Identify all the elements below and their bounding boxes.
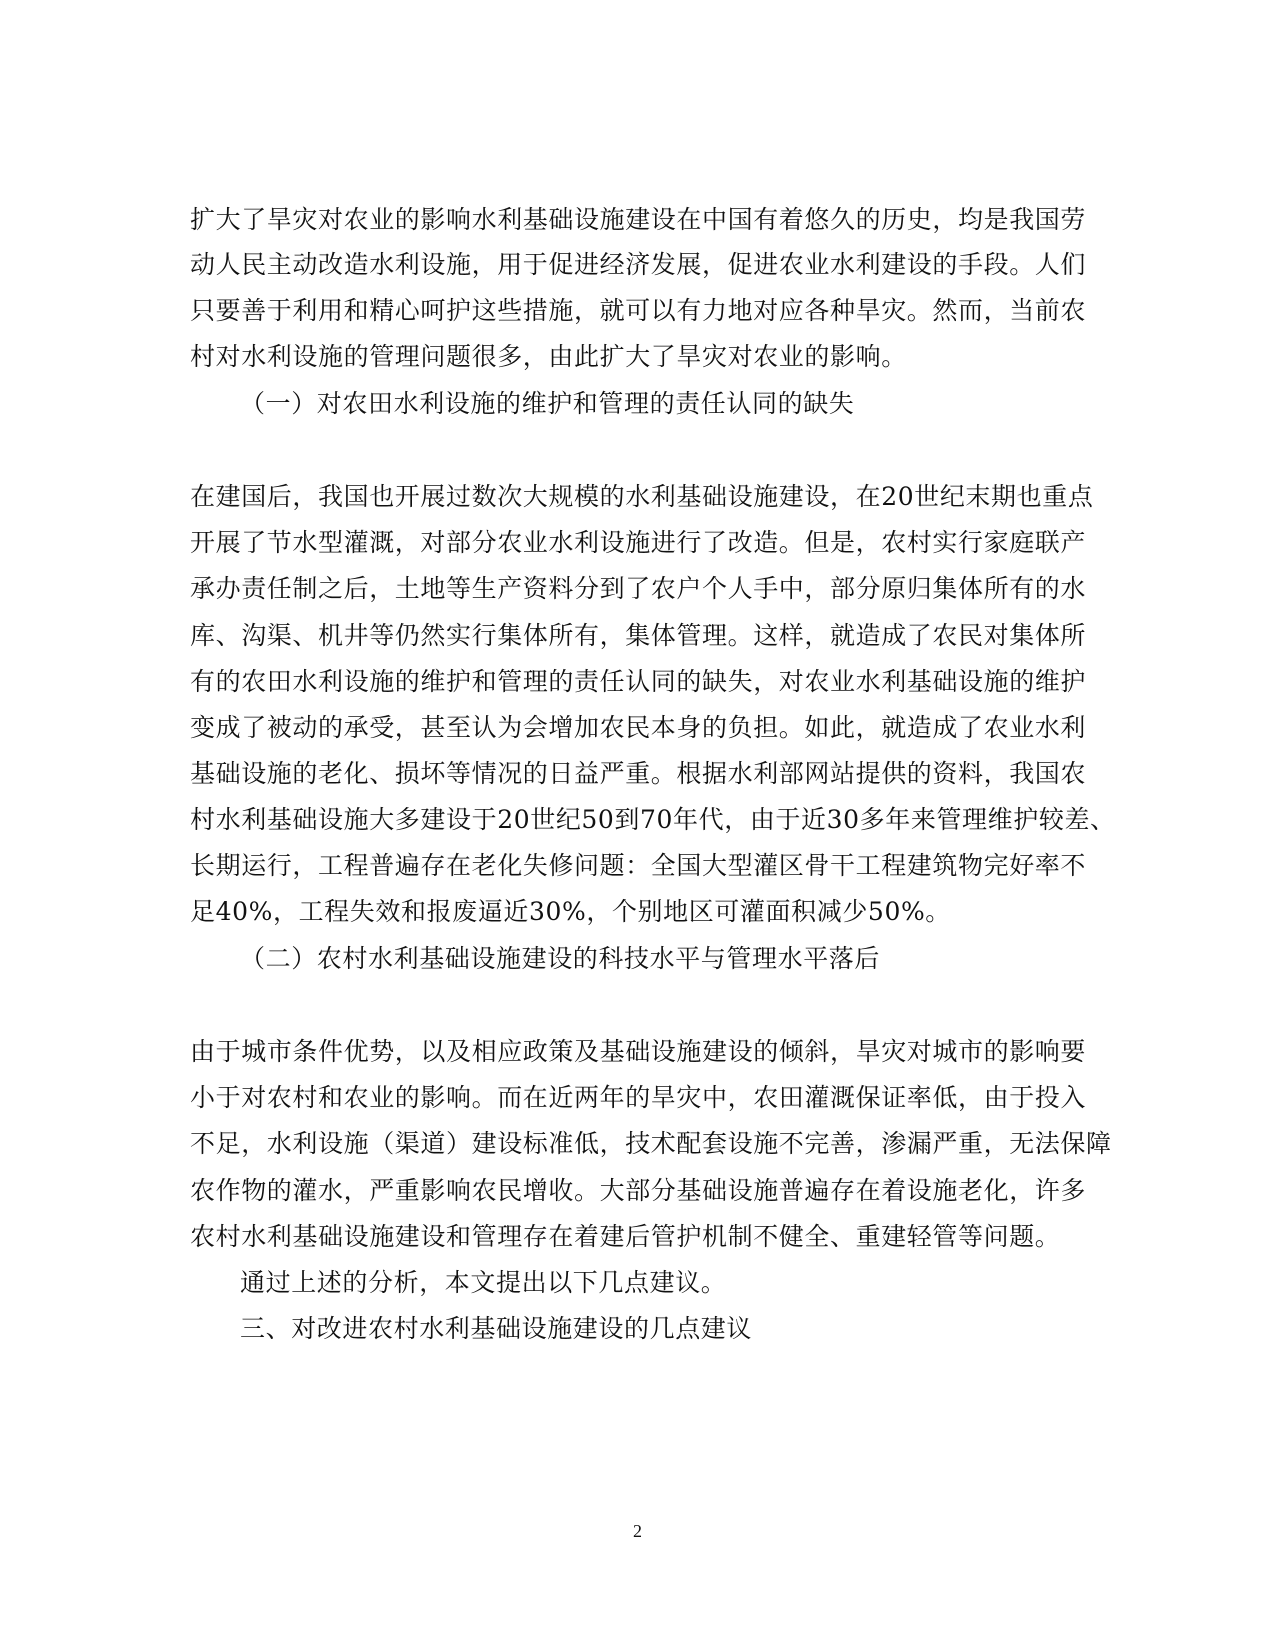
- section-heading-2: （二）农村水利基础设施建设的科技水平与管理水平落后: [240, 944, 881, 973]
- paragraph-2-line-1: 在建国后，我国也开展过数次大规模的水利基础设施建设，在20世纪末期也重点: [190, 482, 1094, 511]
- paragraph-1-line-4: 村对水利设施的管理问题很多，由此扩大了旱灾对农业的影响。: [190, 342, 907, 371]
- paragraph-3-line-1: 由于城市条件优势，以及相应政策及基础设施建设的倾斜，旱灾对城市的影响要: [190, 1037, 1087, 1066]
- paragraph-3-line-5: 农村水利基础设施建设和管理存在着建后管护机制不健全、重建轻管等问题。: [190, 1222, 1061, 1251]
- paragraph-2-line-4: 库、沟渠、机井等仍然实行集体所有，集体管理。这样，就造成了农民对集体所: [190, 621, 1087, 650]
- section-heading-3: 三、对改进农村水利基础设施建设的几点建议: [240, 1314, 753, 1343]
- section-heading-1: （一）对农田水利设施的维护和管理的责任认同的缺失: [240, 389, 855, 418]
- paragraph-2-line-10: 足40%，工程失效和报废逼近30%，个别地区可灌面积减少50%。: [190, 897, 951, 926]
- page-number: 2: [633, 1521, 642, 1541]
- paragraph-2-line-7: 基础设施的老化、损坏等情况的日益严重。根据水利部网站提供的资料，我国农: [190, 759, 1087, 788]
- paragraph-2-line-9: 长期运行，工程普遍存在老化失修问题：全国大型灌区骨干工程建筑物完好率不: [190, 851, 1087, 880]
- paragraph-3-line-3: 不足，水利设施（渠道）建设标准低，技术配套设施不完善，渗漏严重，无法保障: [190, 1129, 1112, 1158]
- paragraph-1-line-2: 动人民主动改造水利设施，用于促进经济发展，促进农业水利建设的手段。人们: [190, 250, 1087, 279]
- summary-sentence: 通过上述的分析，本文提出以下几点建议。: [240, 1268, 727, 1297]
- paragraph-1-line-3: 只要善于利用和精心呵护这些措施，就可以有力地对应各种旱灾。然而，当前农: [190, 296, 1087, 325]
- paragraph-2-line-6: 变成了被动的承受，甚至认为会增加农民本身的负担。如此，就造成了农业水利: [190, 713, 1087, 742]
- paragraph-2-line-3: 承办责任制之后，土地等生产资料分到了农户个人手中，部分原归集体所有的水: [190, 574, 1087, 603]
- paragraph-2-line-8: 村水利基础设施大多建设于20世纪50到70年代，由于近30多年来管理维护较差、: [190, 805, 1116, 834]
- paragraph-2-line-5: 有的农田水利设施的维护和管理的责任认同的缺失，对农业水利基础设施的维护: [190, 667, 1087, 696]
- paragraph-1-line-1: 扩大了旱灾对农业的影响水利基础设施建设在中国有着悠久的历史，均是我国劳: [190, 205, 1087, 234]
- paragraph-3-line-2: 小于对农村和农业的影响。而在近两年的旱灾中，农田灌溉保证率低，由于投入: [190, 1083, 1087, 1112]
- paragraph-3-line-4: 农作物的灌水，严重影响农民增收。大部分基础设施普遍存在着设施老化，许多: [190, 1176, 1087, 1205]
- paragraph-2-line-2: 开展了节水型灌溉，对部分农业水利设施进行了改造。但是，农村实行家庭联产: [190, 528, 1087, 557]
